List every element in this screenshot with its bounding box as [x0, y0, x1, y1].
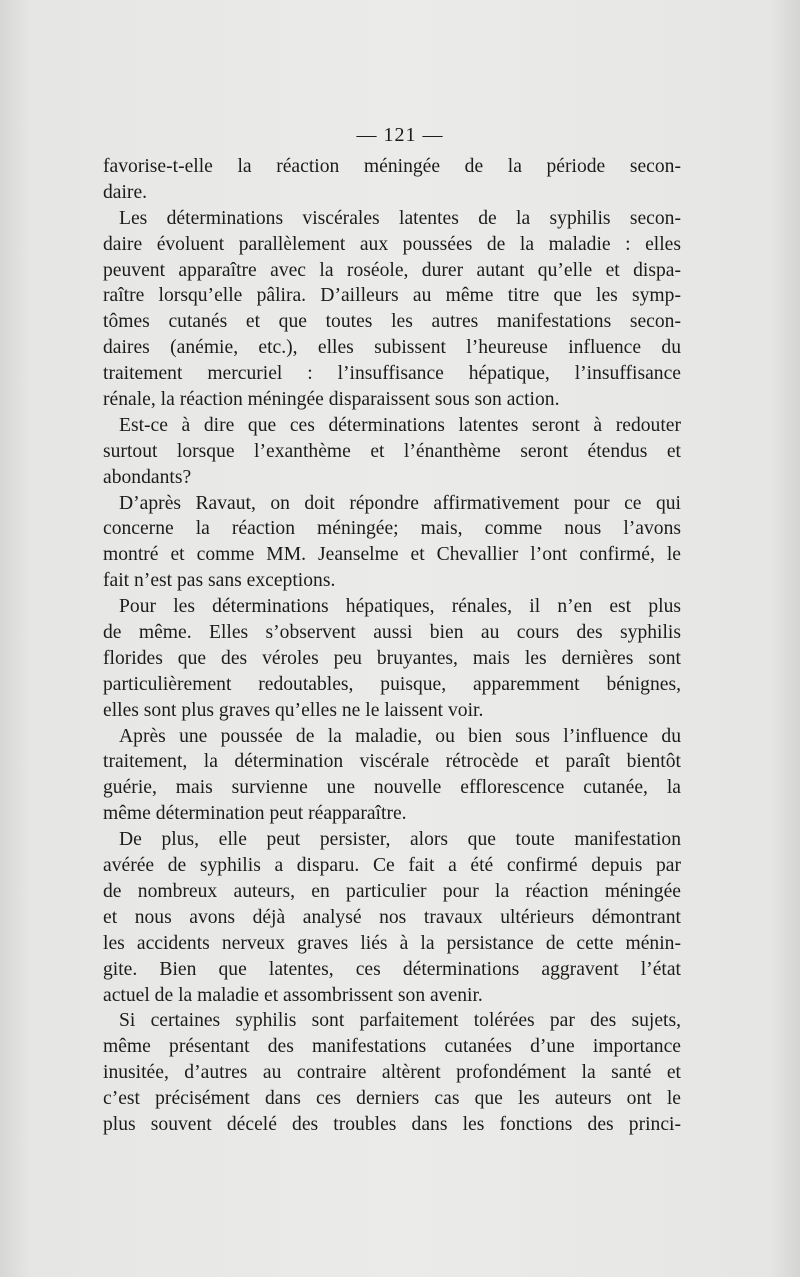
- text-line: guérie, mais survienne une nouvelle efflorescence cutanée, la: [103, 777, 681, 799]
- text-line: inusitée, d’autres au contraire altèrent profondément la santé et: [103, 1062, 681, 1084]
- text-line: elles sont plus graves qu’elles ne le laissent voir.: [103, 699, 484, 721]
- body-text: [103, 154, 681, 1138]
- text-line: les accidents nerveux graves liés à la persistance de cette ménin-: [103, 932, 681, 954]
- text-line: concerne la réaction méningée; mais, comme nous l’avons: [103, 518, 681, 540]
- text-line: fait n’est pas sans exceptions.: [103, 570, 336, 592]
- text-line: plus souvent décelé des troubles dans les fonctions des princi-: [103, 1113, 681, 1135]
- text-line: daire évoluent parallèlement aux poussées de la maladie : elles: [103, 233, 681, 255]
- text-line: particulièrement redoutables, puisque, apparemment bénignes,: [103, 673, 681, 695]
- text-line: Après une poussée de la maladie, ou bien sous l’influence du: [119, 725, 681, 747]
- page-number: — 121 —: [356, 124, 444, 146]
- text-line: rénale, la réaction méningée disparaissent sous son action.: [103, 389, 560, 411]
- text-line: c’est précisément dans ces derniers cas que les auteurs ont le: [103, 1088, 681, 1110]
- text-line: surtout lorsque l’exanthème et l’énanthème seront étendus et: [103, 440, 681, 462]
- text-line: Est-ce à dire que ces déterminations latentes seront à redouter: [119, 414, 681, 436]
- text-line: raître lorsqu’elle pâlira. D’ailleurs au même titre que les symp-: [103, 285, 681, 307]
- text-line: D’après Ravaut, on doit répondre affirmativement pour ce qui: [119, 492, 681, 514]
- text-line: abondants?: [103, 466, 192, 488]
- text-line: même présentant des manifestations cutanées d’une importance: [103, 1036, 681, 1058]
- text-line: florides que des véroles peu bruyantes, mais les dernières sont: [103, 647, 681, 669]
- text-line: traitement, la détermination viscérale rétrocède et paraît bientôt: [103, 751, 681, 773]
- text-line: traitement mercuriel : l’insuffisance hépatique, l’insuffisance: [103, 363, 681, 385]
- text-line: gite. Bien que latentes, ces déterminations aggravent l’état: [103, 958, 681, 980]
- text-line: montré et comme MM. Jeanselme et Chevallier l’ont confirmé, le: [103, 544, 681, 566]
- text-line: De plus, elle peut persister, alors que toute manifestation: [119, 829, 681, 851]
- text-line: de nombreux auteurs, en particulier pour la réaction méningée: [103, 880, 681, 902]
- text-line: même détermination peut réapparaître.: [103, 803, 407, 825]
- text-line: favorise-t-elle la réaction méningée de la période secon-: [103, 156, 681, 177]
- text-line: Pour les déterminations hépatiques, rénales, il n’en est plus: [119, 596, 681, 618]
- text-line: daires (anémie, etc.), elles subissent l’heureuse influence du: [103, 337, 681, 359]
- text-line: daire.: [103, 181, 148, 203]
- text-line: actuel de la maladie et assombrissent son avenir.: [103, 984, 483, 1006]
- text-line: Les déterminations viscérales latentes de la syphilis secon-: [119, 207, 681, 229]
- text-line: tômes cutanés et que toutes les autres manifestations secon-: [103, 311, 681, 333]
- text-line: de même. Elles s’observent aussi bien au cours des syphilis: [103, 622, 681, 644]
- text-line: peuvent apparaître avec la roséole, durer autant qu’elle et dispa-: [103, 259, 681, 281]
- text-line: et nous avons déjà analysé nos travaux ultérieurs démontrant: [103, 906, 681, 928]
- text-line: Si certaines syphilis sont parfaitement tolérées par des sujets,: [119, 1010, 681, 1032]
- text-line: avérée de syphilis a disparu. Ce fait a été confirmé depuis par: [103, 855, 681, 877]
